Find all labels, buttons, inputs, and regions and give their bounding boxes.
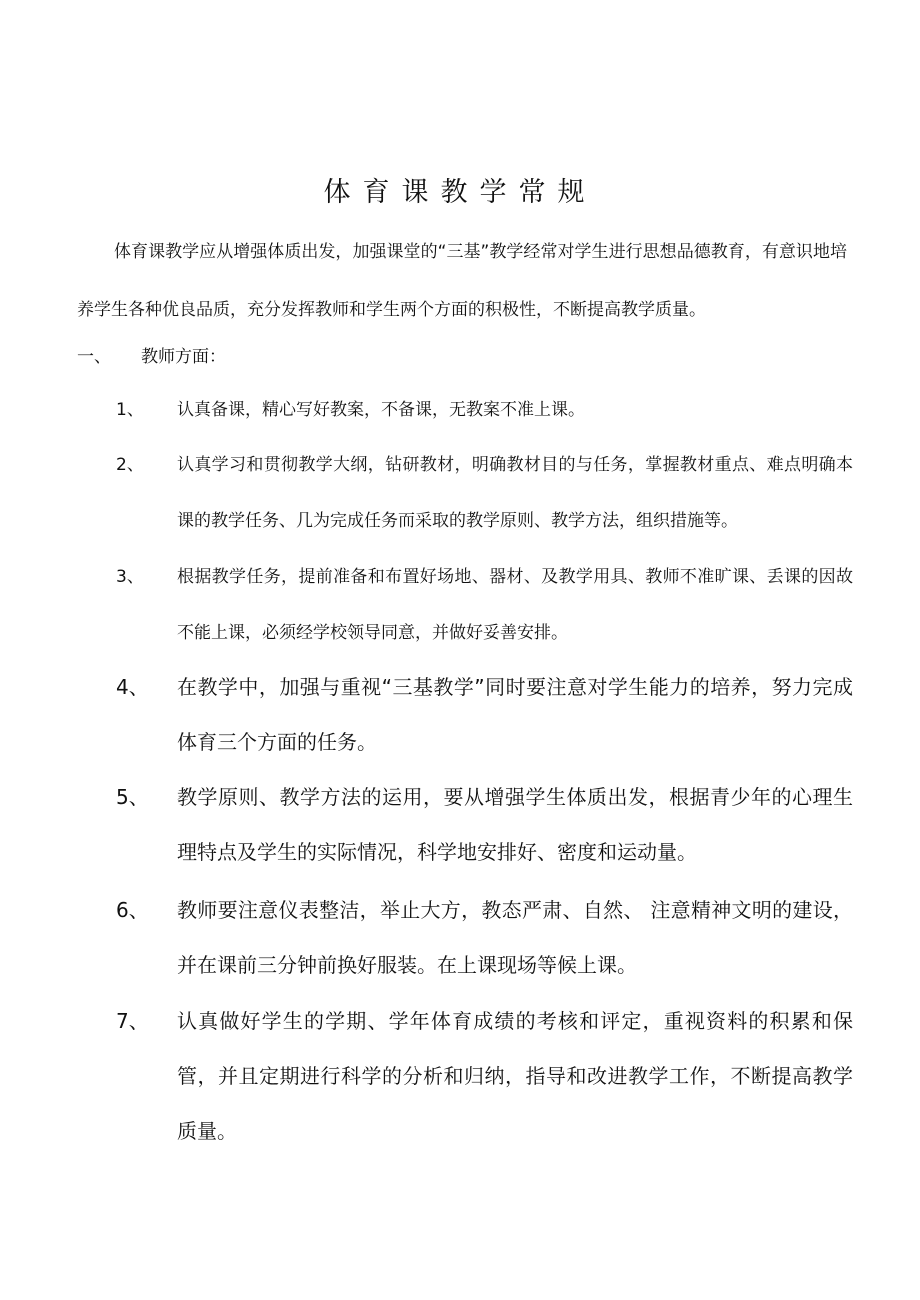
- section-heading-text: 教师方面：: [141, 347, 226, 367]
- section-number: 一、: [77, 347, 111, 367]
- list-item-text: 在教学中，加强与重视“三基教学”同时要注意对学生能力的培养，努力完成体育三个方面的任务。: [177, 675, 853, 754]
- list-item: [116, 883, 856, 993]
- list-item-text: 认真学习和贯彻教学大纲，钻研教材，明确教材目的与任务，掌握教材重点、难点明确本课的教学任务、几为完成任务而采取的教学原则、教学方法，组织措施等。: [177, 455, 853, 531]
- list-item-number: 1、: [116, 400, 144, 420]
- list-item: [116, 660, 856, 770]
- list-item-text: 认真备课，精心写好教案，不备课，无教案不准上课。: [177, 400, 585, 420]
- intro-paragraph: 体育课教学应从增强体质出发，加强课堂的“三基”教学经常对学生进行思想品德教育，有意识地培养学生各种优良品质，充分发挥教师和学生两个方面的积极性，不断提高教学质量。: [77, 242, 847, 320]
- list-item-number: 4、: [116, 675, 149, 699]
- list-item-text: 教学原则、教学方法的运用，要从增强学生体质出发，根据青少年的心理生理特点及学生的实际情况，科学地安排好、密度和运动量。: [177, 785, 853, 864]
- list-item-text: 认真做好学生的学期、学年体育成绩的考核和评定，重视资料的积累和保管，并且定期进行科学的分析和归纳，指导和改进教学工作，不断提高教学质量。: [177, 1009, 853, 1143]
- list-item-text: 教师要注意仪表整洁，举止大方，教态严肃、自然、 注意精神文明的建设，并在课前三分钟前换好服装。在上课现场等候上课。: [177, 898, 853, 977]
- list-item-number: 7、: [116, 1009, 149, 1033]
- list-item-number: 6、: [116, 898, 149, 922]
- section-heading: [77, 337, 857, 377]
- list-item-number: 3、: [116, 567, 144, 587]
- list-item-text: 根据教学任务，提前准备和布置好场地、器材、及教学用具、教师不准旷课、丢课的因故不能上课，必须经学校领导同意，并做好妥善安排。: [177, 567, 853, 643]
- list-item-number: 5、: [116, 785, 149, 809]
- list-item: [116, 994, 856, 1159]
- document-title: 体育课教学常规: [323, 177, 597, 208]
- list-item: [116, 549, 856, 661]
- list-item: [116, 437, 856, 549]
- list-item-number: 2、: [116, 455, 144, 475]
- list-item: [116, 770, 856, 880]
- list-item: [116, 382, 856, 438]
